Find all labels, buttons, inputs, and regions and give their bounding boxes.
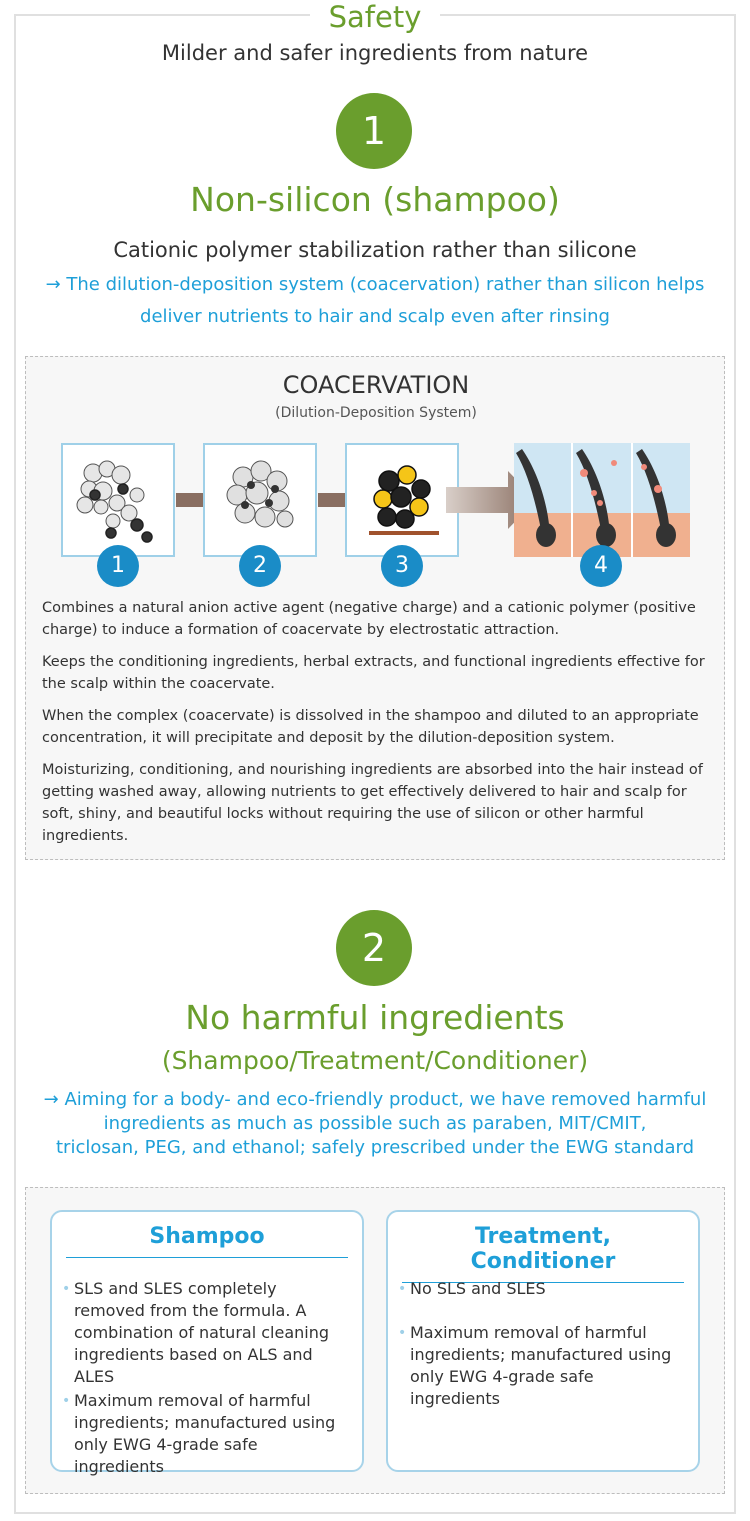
step-3-badge: 3 [381,545,423,587]
list-item [398,1278,688,1300]
list-item [398,1322,688,1410]
list-item-text: SLS and SLES completely removed from the formula. A combination of natural cleaning ingredients based on ALS and ALES [74,1279,330,1386]
card-title: Treatment, Conditioner [402,1224,684,1283]
paragraph: Combines a natural anion active agent (negative charge) and a cationic polymer (positive charge) to induce a formation of coacervate by electrostatic attraction. [42,600,696,638]
step-1-illustration [61,443,175,557]
step-3-illustration [345,443,459,557]
page-subtitle: Milder and safer ingredients from nature [161,41,589,65]
bullet-icon: • [62,1393,71,1409]
step-2-illustration [203,443,317,557]
card-title: Shampoo [66,1224,348,1258]
list-item [62,1390,352,1478]
step-2-badge: 2 [239,545,281,587]
ingredient-panel [25,1187,725,1494]
section-subheading: Cationic polymer stabilization rather than silicone [113,238,637,262]
section-description-line: → Aiming for a body- and eco-friendly product, we have removed harmful [43,1089,707,1110]
paragraph: Keeps the conditioning ingredients, herbal extracts, and functional ingredients effective for the scalp within the coacervate. [42,654,705,692]
list-item-text: Maximum removal of harmful ingredients; manufactured using only EWG 4-grade safe ingredients [74,1391,336,1476]
section-heading: Non-silicon (shampoo) [190,180,560,219]
section-description-line: deliver nutrients to hair and scalp even after rinsing [140,306,610,327]
section-number-badge: 2 [336,910,412,986]
diagram-title: COACERVATION [282,371,470,399]
shampoo-card [50,1210,364,1476]
paragraph: When the complex (coacervate) is dissolved in the shampoo and diluted to an appropriate concentration, it will precipitate and deposit by the dilution-deposition system. [42,708,699,746]
coacervation-panel [25,356,725,860]
treatment-conditioner-card [386,1210,700,1472]
diagram-subtitle: (Dilution-Deposition System) [275,405,477,421]
section-subheading: (Shampoo/Treatment/Conditioner) [161,1046,589,1075]
section-description-line: → The dilution-deposition system (coacervation) rather than silicon helps [45,274,705,295]
step-1-badge: 1 [97,545,139,587]
step-4-badge: 4 [580,545,622,587]
list-item-text: Maximum removal of harmful ingredients; manufactured using only EWG 4-grade safe ingredients [410,1323,672,1408]
bullet-icon: • [398,1281,407,1297]
bullet-icon: • [62,1281,71,1297]
list-item-text: No SLS and SLES [410,1279,546,1298]
step-4-illustration [514,443,690,557]
section-number-badge: 1 [336,93,412,169]
list-item [62,1278,352,1388]
paragraph: Moisturizing, conditioning, and nourishing ingredients are absorbed into the hair instead of getting washed away, allowing nutrients to get effectively delivered to hair and scalp for soft, shiny, and beautiful locks without requiring the use of silicon or other harmful ingredients. [42,762,703,844]
page-title: Safety [310,0,440,34]
bullet-icon: • [398,1325,407,1341]
section-heading: No harmful ingredients [185,998,565,1037]
section-description-line: ingredients as much as possible such as paraben, MIT/CMIT, [103,1113,647,1134]
section-description-line: triclosan, PEG, and ethanol; safely prescribed under the EWG standard [55,1137,694,1158]
